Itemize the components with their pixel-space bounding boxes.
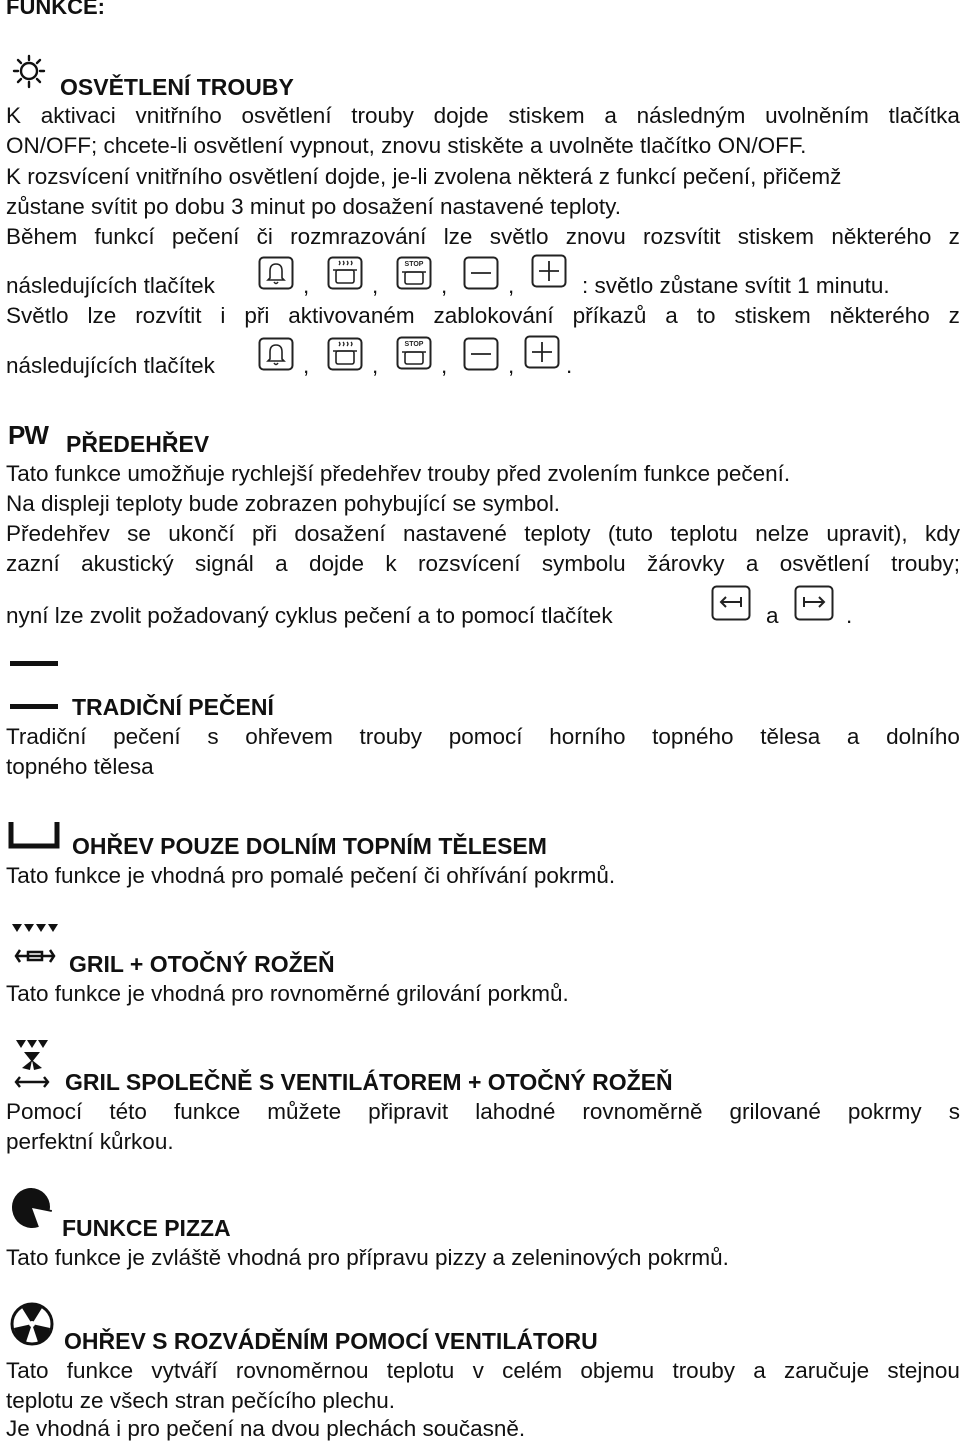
pizza-icon <box>10 1186 54 1230</box>
grill-fan-spit-title: GRIL SPOLEČNĚ S VENTILÁTOREM + OTOČNÝ ROŽEŇ <box>65 1069 673 1095</box>
preheat-text-line: zazní akustický signál a dojde k rozsvícení symbolu žárovky a osvětlení trouby; <box>6 551 960 576</box>
arrow-left-icon <box>711 585 751 621</box>
grill-fan-spit-text-line: perfektní kůrkou. <box>6 1129 174 1154</box>
light-text-line: K aktivaci vnitřního osvětlení trouby dojde stiskem a následným uvolněním tlačítka <box>6 103 960 128</box>
separator-comma: , <box>441 273 448 298</box>
plus-icon <box>531 254 567 288</box>
preheat-text-line: nyní lze zvolit požadovaný cyklus pečení a to pomocí tlačítek <box>6 603 613 628</box>
preheat-text-line: Tato funkce umožňuje rychlejší předehřev trouby před zvolením funkce pečení. <box>6 461 791 486</box>
bottom-text-line: Tato funkce je vhodná pro pomalé pečení či ohřívání pokrmů. <box>6 863 616 888</box>
separator-comma: , <box>372 273 379 298</box>
preheat-text-line: Na displeji teploty bude zobrazen pohybující se symbol. <box>6 491 561 516</box>
preheat-text-mid: a <box>766 603 779 628</box>
separator-comma: , <box>508 353 515 378</box>
preheat-title: PŘEDEHŘEV <box>66 431 210 457</box>
buttons-line-prefix: následujících tlačítek <box>6 353 215 378</box>
grill-spit-title: GRIL + OTOČNÝ ROŽEŇ <box>69 951 335 977</box>
stop-pot-icon <box>396 336 432 370</box>
grill-fan-spit-icon <box>12 1036 52 1092</box>
preheat-text-suffix: . <box>846 603 853 628</box>
fan-icon <box>10 1302 54 1346</box>
svg-text:STOP: STOP <box>404 261 424 268</box>
separator-comma: , <box>508 273 515 298</box>
fan-text-line: Tato funkce vytváří rovnoměrnou teplotu v celém objemu trouby a zaručuje stejnou <box>6 1358 960 1383</box>
buttons-line-suffix: . <box>566 353 573 378</box>
traditional-text-line: topného tělesa <box>6 754 154 779</box>
light-title: OSVĚTLENÍ TROUBY <box>60 74 294 100</box>
preheat-text-line: Předehřev se ukončí při dosažení nastavené teploty (tuto teplotu nelze upravit), kdy <box>6 521 960 546</box>
page-heading: FUNKCE: <box>6 0 105 19</box>
arrow-right-icon <box>794 585 834 621</box>
grill-spit-icon <box>10 920 60 970</box>
bottom-heat-icon <box>8 818 60 852</box>
light-text-line: K rozsvícení vnitřního osvětlení dojde, je-li zvolena některá z funkcí pečení, přičemž <box>6 164 842 189</box>
bell-icon <box>258 337 294 371</box>
minus-icon <box>463 256 499 290</box>
bell-icon <box>258 256 294 290</box>
grill-spit-text-line: Tato funkce je vhodná pro rovnoměrné grilování porkmů. <box>6 981 569 1006</box>
plus-icon <box>524 335 560 369</box>
separator-comma: , <box>372 353 379 378</box>
fan-text-line: Je vhodná i pro pečení na dvou plechách současně. <box>6 1416 526 1441</box>
pizza-title: FUNKCE PIZZA <box>62 1215 231 1241</box>
fan-title: OHŘEV S ROZVÁDĚNÍM POMOCÍ VENTILÁTORU <box>64 1328 598 1354</box>
buttons-line-prefix: následujících tlačítek <box>6 273 215 298</box>
bottom-title: OHŘEV POUZE DOLNÍM TOPNÍM TĚLESEM <box>72 833 547 859</box>
separator-comma: , <box>303 273 310 298</box>
separator-comma: , <box>441 353 448 378</box>
grill-fan-spit-text-line: Pomocí této funkce můžete připravit lahodné rovnoměrně grilované pokrmy s <box>6 1099 960 1124</box>
light-text-line: ON/OFF; chcete-li osvětlení vypnout, znovu stiskěte a uvolněte tlačítko ON/OFF. <box>6 133 807 158</box>
top-bottom-heat-icon <box>8 656 60 714</box>
light-text-line: Během funkcí pečení či rozmrazování lze světlo znovu rozsvítit stiskem některého z <box>6 224 960 249</box>
preheat-symbol: PW <box>8 420 48 450</box>
light-text-line: Světlo lze rozvítit i při aktivovaném zablokování příkazů a to stiskem některého z <box>6 303 960 328</box>
traditional-title: TRADIČNÍ PEČENÍ <box>72 694 274 720</box>
buttons-line-suffix: : světlo zůstane svítit 1 minutu. <box>582 273 890 298</box>
light-text-line: zůstane svítit po dobu 3 minut po dosažení nastavené teploty. <box>6 194 621 219</box>
svg-text:STOP: STOP <box>404 341 424 348</box>
lightbulb-icon <box>10 54 48 90</box>
separator-comma: , <box>303 353 310 378</box>
pot-icon <box>327 337 363 371</box>
fan-text-line: teplotu ze všech stran pečícího plechu. <box>6 1388 395 1413</box>
stop-pot-icon <box>396 256 432 290</box>
pizza-text-line: Tato funkce je zvláště vhodná pro přípravu pizzy a zeleninových pokrmů. <box>6 1245 729 1270</box>
pot-icon <box>327 256 363 290</box>
minus-icon <box>463 337 499 371</box>
traditional-text-line: Tradiční pečení s ohřevem trouby pomocí horního topného tělesa a dolního <box>6 724 960 749</box>
